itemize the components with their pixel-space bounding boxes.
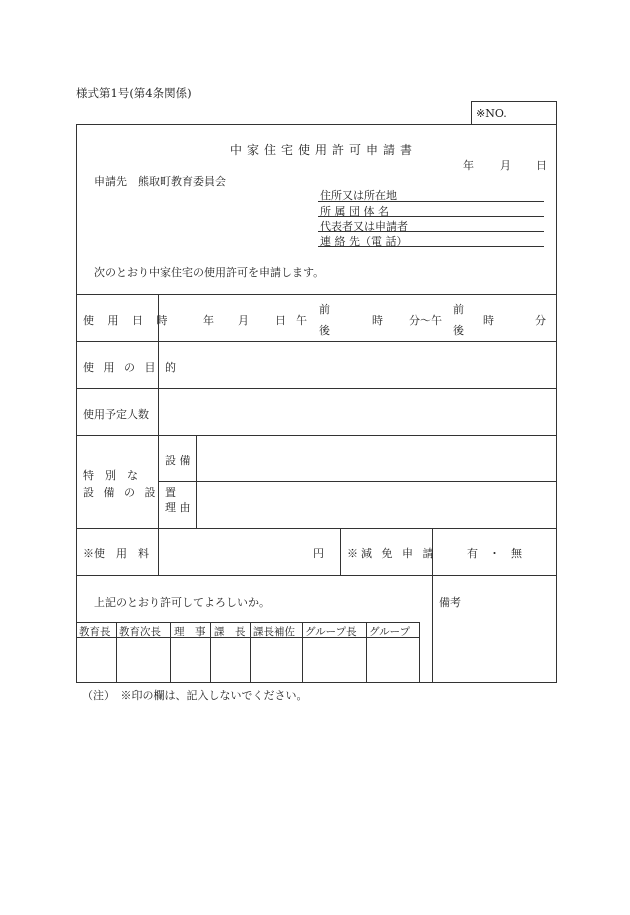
- usage-month-label: 月: [238, 314, 249, 327]
- representative-label: 代表者又は申請者: [320, 220, 408, 233]
- stamp-cell[interactable]: [117, 638, 170, 682]
- reason-label: 理 由: [165, 501, 191, 514]
- usage-hour2-label: 時: [483, 314, 494, 327]
- stamp-cell[interactable]: [211, 638, 250, 682]
- usage-ampm2-label: 午: [431, 314, 442, 327]
- remarks-label: 備考: [439, 596, 461, 609]
- stamp-cell[interactable]: [171, 638, 210, 682]
- stamp-cell[interactable]: [367, 638, 419, 682]
- usage-year-label: 年: [203, 314, 214, 327]
- date-month-label: 月: [500, 159, 511, 172]
- date-day-label: 日: [536, 159, 547, 172]
- usage-datetime-label: 使 用 日 時: [83, 314, 173, 327]
- expected-attendees-field[interactable]: [159, 389, 556, 434]
- representative-line[interactable]: [318, 231, 544, 232]
- usage-fee-label: ※使 用 料: [83, 547, 149, 560]
- reduction-options[interactable]: 有 ・ 無: [467, 547, 522, 560]
- intro-text: 次のとおり中家住宅の使用許可を申請します。: [94, 266, 325, 279]
- usage-hour-label: 時: [372, 314, 383, 327]
- usage-fee-unit: 円: [313, 547, 324, 560]
- usage-fee-field[interactable]: [159, 529, 339, 574]
- usage-day-label: 日: [275, 314, 286, 327]
- stamp-header-assistant-chief: 課長補佐: [253, 626, 295, 638]
- serial-number-box[interactable]: [471, 101, 557, 125]
- special-equipment-label-line2: 設 備 の 設 置: [83, 486, 179, 499]
- usage-datetime-field[interactable]: [159, 295, 556, 340]
- usage-ampm-label: 午: [296, 314, 307, 327]
- address-label: 住所又は所在地: [320, 189, 397, 202]
- footer-note: （注） ※印の欄は、記入しないでください。: [82, 689, 308, 702]
- organization-label: 所 属 団 体 名: [320, 205, 389, 218]
- stamp-header-superintendent: 教育長: [79, 626, 111, 638]
- stamp-header-director: 理 事: [174, 626, 206, 638]
- stamp-cell[interactable]: [77, 638, 116, 682]
- stamp-header-section-chief: 課 長: [214, 626, 246, 638]
- reduction-request-label: ※減 免 申 請: [347, 547, 437, 560]
- stamp-header-group: グループ: [369, 626, 411, 638]
- serial-number-label: ※NO.: [476, 107, 507, 120]
- stamp-header-group-leader: グループ長: [305, 626, 357, 638]
- stamp-cell[interactable]: [251, 638, 302, 682]
- addressee: 申請先 熊取町教育委員会: [94, 175, 226, 188]
- stamp-cell[interactable]: [303, 638, 366, 682]
- stamp-header-deputy: 教育次長: [119, 626, 161, 638]
- usage-purpose-label: 使 用 の 目 的: [83, 361, 179, 374]
- fee-divider: [340, 528, 341, 575]
- remarks-field[interactable]: [433, 576, 556, 682]
- usage-pm-label: 後: [319, 324, 330, 337]
- organization-line[interactable]: [318, 216, 544, 217]
- usage-am2-label: 前: [453, 303, 464, 316]
- equipment-field[interactable]: [197, 436, 556, 480]
- contact-label: 連 絡 先（電 話）: [320, 235, 408, 248]
- form-number-label: 様式第1号(第4条関係): [76, 86, 192, 100]
- reason-field[interactable]: [197, 482, 556, 527]
- form-title: 中家住宅使用許可申請書: [230, 143, 418, 157]
- expected-attendees-label: 使用予定人数: [83, 408, 149, 421]
- equipment-label: 設 備: [165, 454, 191, 467]
- contact-line[interactable]: [318, 246, 544, 247]
- usage-minute2-label: 分: [535, 314, 546, 327]
- usage-pm2-label: 後: [453, 324, 464, 337]
- address-line[interactable]: [318, 201, 544, 202]
- date-year-label: 年: [463, 159, 474, 172]
- special-equipment-label-line1: 特 別 な: [83, 469, 138, 482]
- approval-text: 上記のとおり許可してよろしいか。: [94, 596, 270, 609]
- usage-purpose-field[interactable]: [159, 342, 556, 387]
- usage-minute-tilde-label: 分～: [409, 314, 431, 327]
- usage-am-label: 前: [319, 303, 330, 316]
